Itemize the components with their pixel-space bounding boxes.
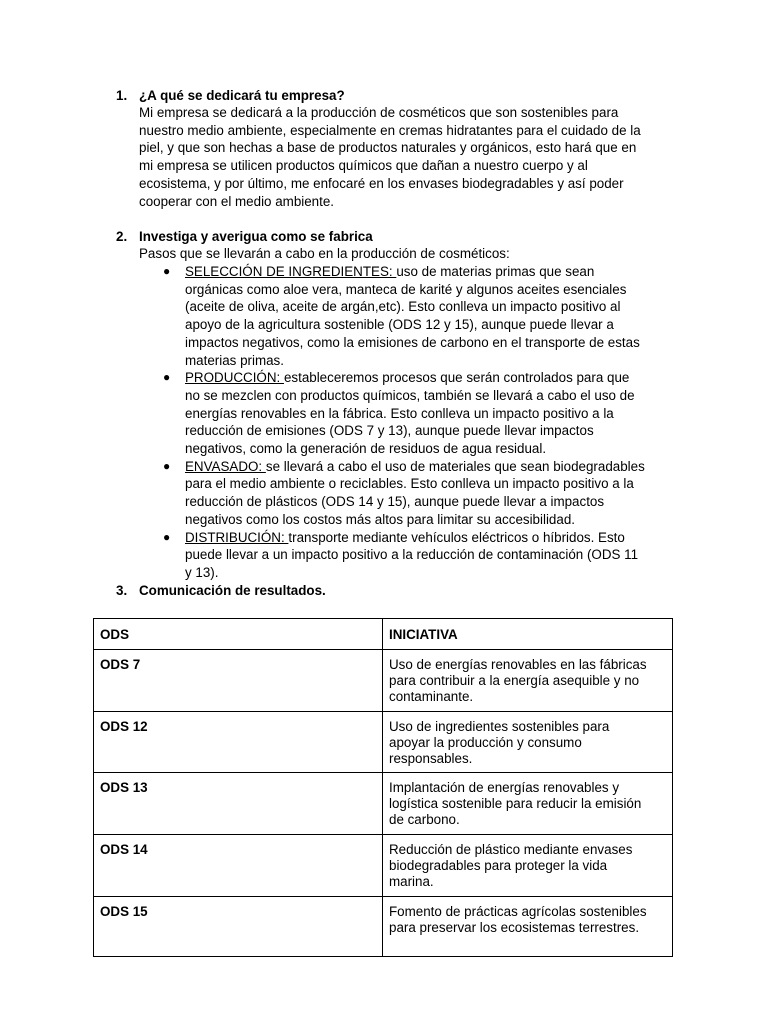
bullet-text: orgánicas como aloe vera, manteca de karité y algunos aceites esenciales: [185, 281, 627, 297]
list-item: [163, 263, 693, 369]
bullet-text: impactos negativos, como la emisiones de carbono en el transporte de estas: [185, 334, 640, 350]
ods-cell: ODS 7: [94, 650, 383, 712]
bullet-text: energías renovables en la fábrica. Esto conlleva un impacto positivo a la: [185, 405, 614, 421]
column-header-iniciativa: INICIATIVA: [383, 619, 673, 650]
paragraph-line: mi empresa se utilicen productos químicos que dañan a nuestro cuerpo y al: [139, 158, 588, 174]
bullet-icon: ●: [163, 264, 171, 278]
table-row: [94, 773, 673, 835]
cell-line: Fomento de prácticas agrícolas sostenibles: [389, 903, 647, 919]
bullet-text: puede llevar a un impacto positivo a la reducción de contaminación (ODS 11: [185, 547, 639, 563]
bullet-text: materias primas.: [185, 352, 284, 368]
cell-line: Uso de energías renovables en las fábricas: [389, 657, 647, 672]
bullet-text: negativos como los costos más altos para limitar su accesibilidad.: [185, 511, 575, 527]
cell-line: contaminante.: [389, 688, 474, 704]
cell-line: biodegradables para proteger la vida: [389, 858, 608, 874]
bullet-text: negativos, como la generación de residuos de agua residual.: [185, 441, 547, 457]
ods-table: [93, 618, 673, 957]
section-3-title: Comunicación de resultados.: [139, 583, 326, 598]
initiative-cell: [383, 835, 673, 897]
initiative-cell: [383, 711, 673, 773]
cell-line: Reducción de plástico mediante envases: [389, 842, 633, 858]
bullet-text: uso de materias primas que sean: [396, 264, 595, 279]
cell-line: marina.: [389, 873, 434, 889]
cell-line: Uso de ingredientes sostenibles para: [389, 718, 610, 734]
paragraph-line: cooperar con el medio ambiente.: [139, 193, 335, 209]
list-item: [163, 529, 693, 582]
bullet-text: reducción de plásticos (ODS 14 y 15), aunque puede llevar a impactos: [185, 494, 605, 510]
table-header-row: [94, 619, 673, 650]
cell-line: apoyar la producción y consumo: [389, 734, 582, 750]
bullet-text: y 13).: [185, 564, 219, 580]
column-header-ods: ODS: [94, 619, 383, 650]
paragraph-line: ecosistema, y por último, me enfocaré en los envases biodegradables y así poder: [139, 175, 624, 191]
section-1-number: 1.: [116, 88, 128, 103]
section-2-number: 2.: [116, 229, 128, 244]
bullet-text: se llevará a cabo el uso de materiales que sean biodegradables: [265, 458, 645, 474]
cell-line: logística sostenible para reducir la emisión: [389, 796, 642, 812]
cell-line: Implantación de energías renovables y: [389, 780, 620, 796]
bullet-label: DISTRIBUCIÓN:: [185, 529, 289, 545]
ods-cell: ODS 14: [94, 835, 383, 897]
bullet-text: apoyo de la agricultura sostenible (ODS 12 y 15), aunque puede llevar a: [185, 317, 614, 333]
cell-line: para contribuir a la energía asequible y no: [389, 672, 640, 688]
bullet-icon: ●: [163, 529, 171, 544]
bullet-text: no se mezclen con productos químicos, también se llevará a cabo el uso de: [185, 387, 635, 403]
bullet-label: ENVASADO:: [185, 458, 266, 474]
cell-line: responsables.: [389, 750, 473, 766]
bullet-label: SELECCIÓN DE INGREDIENTES:: [185, 264, 397, 279]
section-3-number: 3.: [116, 583, 128, 598]
ods-cell: ODS 12: [94, 711, 383, 773]
section-2-intro: Pasos que se llevarán a cabo en la producción de cosméticos:: [139, 246, 510, 261]
ods-cell: ODS 15: [94, 896, 383, 956]
section-1-paragraph: [139, 104, 679, 210]
ods-cell: ODS 13: [94, 773, 383, 835]
section-2-title: Investiga y averigua como se fabrica: [139, 229, 373, 244]
bullet-icon: ●: [163, 458, 171, 473]
list-item: [163, 369, 693, 458]
bullet-text: transporte mediante vehículos eléctricos o híbridos. Esto: [288, 529, 625, 545]
cell-line: de carbono.: [389, 812, 460, 828]
bullet-text: (aceite de oliva, aceite de argán,etc). Esto conlleva un impacto positivo al: [185, 299, 621, 315]
table-row: [94, 896, 673, 956]
table-row: [94, 711, 673, 773]
paragraph-line: Mi empresa se dedicará a la producción de cosméticos que son sostenibles para: [139, 105, 619, 120]
bullet-text: para el medio ambiente o reciclables. Esto conlleva un impacto positivo a la: [185, 476, 634, 492]
section-1-title: ¿A qué se dedicará tu empresa?: [139, 88, 345, 103]
bullet-label: PRODUCCIÓN:: [185, 370, 284, 386]
initiative-cell: [383, 650, 673, 712]
bullet-text: estableceremos procesos que serán controlados para que: [283, 370, 630, 386]
table-row: [94, 835, 673, 897]
production-steps-list: [163, 263, 693, 582]
bullet-text: reducción de emisiones (ODS 7 y 13), aunque puede llevar impactos: [185, 423, 594, 439]
table-row: [94, 650, 673, 712]
paragraph-line: nuestro medio ambiente, especialmente en cremas hidratantes para el cuidado de la: [139, 122, 641, 138]
initiative-cell: [383, 896, 673, 956]
bullet-icon: ●: [163, 370, 171, 385]
cell-line: para preservar los ecosistemas terrestres.: [389, 919, 640, 935]
paragraph-line: piel, y que son hechas a base de productos naturales y orgánicos, esto hará que en: [139, 140, 637, 156]
list-item: [163, 458, 693, 529]
initiative-cell: [383, 773, 673, 835]
